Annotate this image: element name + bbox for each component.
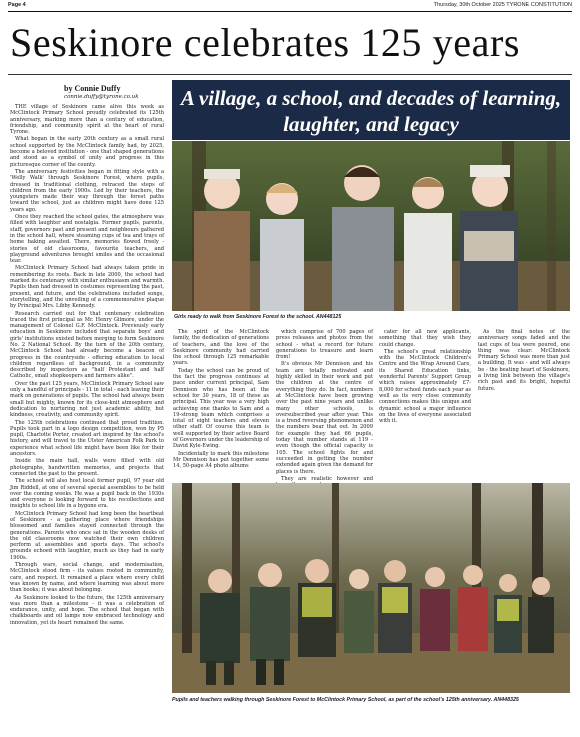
- photo2-caption: Pupils and teachers walking through Seskinore Forest to McClintock Primary School, as part of the school’s 125th anniversary. AN448325: [172, 697, 519, 703]
- paragraph: cater for all new applicants, something that they wish they could change.: [379, 329, 471, 348]
- paragraph: It's obvious Mr Dennison and his team are totally motivated and highly skilled in their work and put the children at the centre of everything they do. In fact, numbers at McClintock have been growing over the past nine years and unlike many other schools, is oversubscribed year after year. This is a trend reversing phenomenon and the numbers bear that out. In 2009 for example they had 66 pupils, today that number stands at 119 - even though the official capacity is 105. The school fights for and succeeded in getting the number extended again given the demand for places is there.: [276, 361, 373, 475]
- column-3: [276, 329, 373, 482]
- column-5: [478, 329, 570, 479]
- author-email[interactable]: connie.duffy@tyrone.co.uk: [64, 94, 139, 100]
- deck-banner: A village, a school, and decades of learning, laughter, and legacy: [172, 80, 570, 140]
- headline-rule: [8, 74, 572, 75]
- paragraph: Once they reached the school gates, the atmosphere was filled with laughter and nostalgia. Former pupils, parents, staff, governors past and present and neighbours gathered in the school hall, where steaming cups of tea and trays of home baking awaited. There, memories flowed freely - stories of old classrooms, favourite teachers, and playground adventures brought smiles and the occasional tear.: [10, 214, 164, 265]
- paragraph: Incidentally to mark this milestone Mr Dennison has put together some 14, 50-page A4 photo albums: [173, 450, 269, 470]
- issue-date: Thursday, 30th October 2025 TYRONE CONSTITUTION: [433, 2, 572, 8]
- paragraph: THE village of Seskinore came alive this week as McClintock Primary School proudly celebrated its 125th anniversary, marking more than a century of education, friendship, and community spirit at the heart of rural Tyrone.: [10, 104, 164, 136]
- paragraph: McClintock Primary School had long been the heartbeat of Seskinore - a gathering place where friendships blossomed and families stayed connected through the generations. Parents who once sat in the wooden desks of the old classrooms now watched their own children perform at assemblies and sports days. The school's grounds echoed with laughter, much as they had in early 1900s.: [10, 510, 164, 561]
- paragraph: Inside the main hall, walls were filled with old photographs, handwritten memories, and projects that connected the past to the present.: [10, 458, 164, 477]
- paragraph: The spirit of the McClintock family, the dedication of generations of teachers, and the love of the Seskinore community had carried the school through 125 remarkable years.: [173, 329, 269, 367]
- paragraph: As the final notes of the anniversary songs faded and the last cups of tea were poured, one thing was clear: McClintock Primary School was more than just a building. It was - and will always be - the beating heart of Seskinore, a living link between the village's rich past and its bright, hopeful future.: [478, 329, 570, 392]
- photo1-caption: Girls ready to walk from Seskinore Forest to the school. AN448125: [174, 314, 342, 320]
- paragraph: The 125th celebrations continued that proud tradition. Pupils took part in a logo design competition, won by P5 pupil, Charlotte Porter, created art inspired by the school's history, and will travel to the Ulster American Folk Park to experience what school life might have been like for their ancestors.: [10, 419, 164, 458]
- headline: Seskinore celebrates 125 years: [10, 20, 521, 65]
- photo-girls-image: [172, 141, 570, 311]
- paragraph: Over the past 125 years, McClintock Primary School saw only a handful of principals - 11 in total - each leaving their mark on generations of pupils. The school had always been small but mighty, known for its close-knit atmosphere and dedication to nurturing not just academic ability, but kindness, creativity, and community spirit.: [10, 380, 164, 419]
- photo-forest-image: [172, 483, 570, 693]
- paragraph: Today the school can be proud of the fact the progress continues at pace under current principal, Sam Dennison who has been at the school for 30 years, 18 of these as principal. This year was a very high achieving one thanks to Sam and a 19-strong team which comprises a total of eight teachers and eleven other staff. Of course this team is well supported by their active Board of Governors under the leadership of David Kyle-Ewing.: [173, 367, 269, 450]
- paragraph: Research carried out for that centenary celebration traced the first principal as Mr. Henry Gilmore, under the management of Colonel G.F. McClintock. Previously early education in Seskinore included that separate boys' and girls' institutions existed before merging to form Seskinore No. 2 National School. By the turn of the 20th century, McClintock School had already become a beacon of progress in the countryside - offering education to local children regardless of background, in a community described by inspectors as "half Protestant and half Catholic, small shopkeepers and farmers alike".: [10, 310, 164, 380]
- page-number: Page 4: [8, 2, 26, 8]
- photo-girls-traditional-dress: [172, 141, 570, 311]
- header-rule: [8, 11, 572, 12]
- page-header: [8, 2, 572, 10]
- paragraph: What began in the early 20th century as a small rural school supported by the McClintock family had, by 2025, become a beloved institution - one that shaped generations and stood as a symbol of unity and progress in this picturesque corner of the county.: [10, 136, 164, 168]
- byline: by Connie Duffy: [64, 84, 121, 93]
- paragraph: which comprise of 700 pages of press releases and photos from the school - what a record for future generations to treasure and learn from!: [276, 329, 373, 361]
- paragraph: The anniversary festivities began in fitting style with a 'Welly Walk' through Seskinore Forest, where pupils, dressed in traditional clothing, retraced the steps of children from the early 1900s. Led by their teachers, the youngsters made their way through the forest paths toward the school, just as children might have done 125 years ago.: [10, 168, 164, 213]
- column-1: [10, 104, 164, 729]
- paragraph: The school will also host local former pupil, 97 year old Jim Riddell, at one of several special assemblies to be held over the coming weeks. He was a pupil back in the 1930s and everyone is looking forward to his recollections and insights to school life in a bygone era.: [10, 478, 164, 510]
- paragraph: They are realistic however and: [281, 475, 373, 482]
- paragraph: Through wars, social change, and modernisation, McClintock stood firm - its values rooted in community, care, and respect. It remained a place where every child was known by name, and where learning was about more than books; it was about belonging.: [10, 562, 164, 594]
- paragraph: McClintock Primary School had always taken pride in remembering its roots. Back in late 2000, the school had marked its centenary with similar enthusiasm and warmth. Pupils then had dressed in costumes representing the past, present, and future, and the celebrations included songs, storytelling, and the unveiling of a commemorative plaque by Principal Mrs. Libby Kennedy.: [10, 265, 164, 310]
- column-4: [379, 329, 471, 479]
- paragraph: As Seskinore looked to the future, the 125th anniversary was more than a milestone - it was a celebration of endurance, unity, and hope. The school that began with chalkboards and oil lamps now embraced technology and innovation, yet its heart remained the same.: [10, 594, 164, 626]
- column-2: [173, 329, 269, 479]
- photo-pupils-forest-walk: [172, 483, 570, 693]
- paragraph: The school's great relationship with the McClintock Children's Centre and the Wrap Around Care, its Shared Education links, wonderful Parents' Support Group which raises approximately £7-8,000 for school funds each year as well as its very close community connections makes this unique and dynamic school a major influence on the lives of everyone associated with it.: [379, 348, 471, 425]
